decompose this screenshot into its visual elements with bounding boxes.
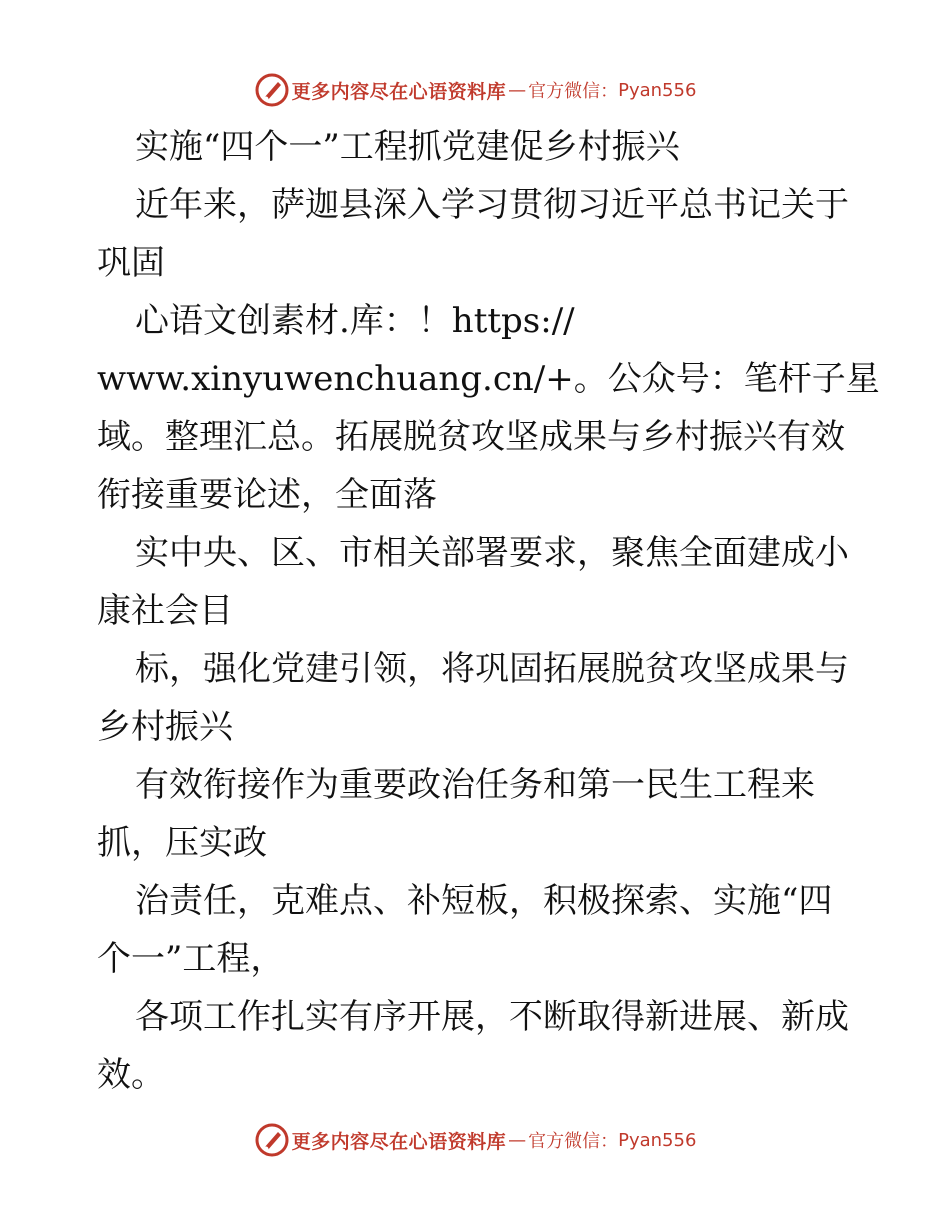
paragraph-line: 康社会目: [97, 591, 233, 631]
paragraph-line: 效。: [97, 1055, 165, 1095]
paragraph-line: 各项工作扎实有序开展，不断取得新进展、新成: [135, 997, 849, 1037]
paragraph-line: 治责任，克难点、补短板，积极探索、实施“四: [135, 881, 833, 921]
banner-separator: —: [508, 1129, 527, 1151]
paragraph-line: 近年来，萨迦县深入学习贯彻习近平总书记关于: [135, 185, 849, 225]
paragraph-line: 域。整理汇总。拓展脱贫攻坚成果与乡村振兴有效: [97, 417, 845, 457]
paragraph-line: 巩固: [97, 243, 165, 283]
paragraph-line: 抓，压实政: [97, 823, 267, 863]
paragraph-line: 衔接重要论述，全面落: [97, 475, 437, 515]
banner-separator: —: [508, 79, 527, 101]
banner-site-text: 更多内容尽在心语资料库: [291, 1130, 507, 1153]
pen-seal-icon: [254, 72, 290, 108]
paragraph-line: 标，强化党建引领，将巩固拓展脱贫攻坚成果与: [135, 649, 849, 689]
pen-seal-icon: [254, 1122, 290, 1158]
paragraph-line: 有效衔接作为重要政治任务和第一民生工程来: [135, 765, 815, 805]
header-banner: [0, 70, 950, 110]
paragraph-line: 心语文创素材.库：！https://: [135, 301, 575, 341]
banner-wechat-id: Pyan556: [618, 79, 697, 101]
document-body: [97, 118, 880, 1104]
paragraph-line: 个一”工程，: [97, 939, 285, 979]
banner-wechat-label: 官方微信：: [528, 1131, 619, 1152]
banner-wechat-id: Pyan556: [618, 1129, 697, 1151]
paragraph-line: 实中央、区、市相关部署要求，聚焦全面建成小: [135, 533, 849, 573]
banner-wechat-label: 官方微信：: [528, 81, 619, 102]
paragraph-line: www.xinyuwenchuang.cn/+。公众号：笔杆子星: [97, 359, 880, 399]
document-title: 实施“四个一”工程抓党建促乡村振兴: [135, 127, 680, 167]
banner-site-text: 更多内容尽在心语资料库: [291, 80, 507, 103]
footer-banner: [0, 1120, 950, 1160]
paragraph-line: 乡村振兴: [97, 707, 233, 747]
